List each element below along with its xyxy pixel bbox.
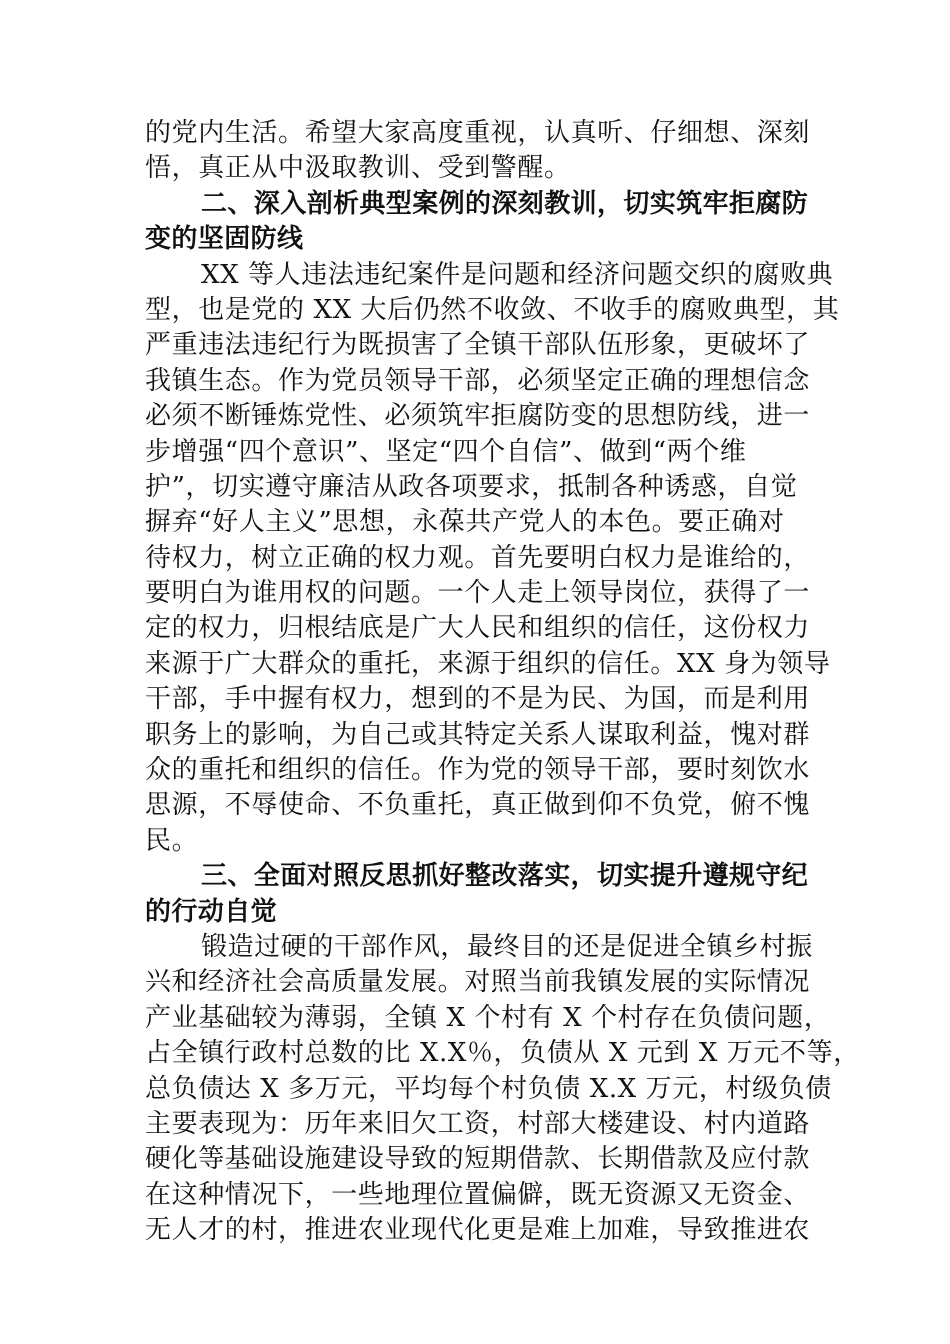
text-line: 待权力，树立正确的权力观。首先要明白权力是谁给的， (145, 542, 811, 573)
text-line: 必须不断锤炼党性、必须筑牢拒腐防变的思想防线，进一 (145, 401, 811, 432)
text-line: 锻造过硬的干部作风，最终目的还是促进全镇乡村振 (201, 931, 813, 962)
text-line: 硬化等基础设施建设导致的短期借款、长期借款及应付款 (145, 1144, 811, 1175)
text-line: 悟，真正从中汲取教训、受到警醒。 (145, 153, 571, 184)
text-line: 无人才的村，推进农业现代化更是难上加难，导致推进农 (145, 1215, 811, 1246)
text-line: 兴和经济社会高质量发展。对照当前我镇发展的实际情况 (145, 967, 811, 998)
text-line: 护”，切实遵守廉洁从政各项要求，抵制各种诱惑，自觉 (145, 471, 798, 502)
text-line: 干部，手中握有权力，想到的不是为民、为国，而是利用 (145, 684, 811, 715)
text-line: 产业基础较为薄弱，全镇 X 个村有 X 个村存在负债问题， (145, 1002, 831, 1033)
section-heading-line: 三、全面对照反思抓好整改落实，切实提升遵规守纪 (201, 861, 809, 892)
text-line: 总负债达 X 多万元，平均每个村负债 X.X 万元，村级负债 (145, 1073, 832, 1104)
text-line: 主要表现为：历年来旧欠工资，村部大楼建设、村内道路 (145, 1108, 811, 1139)
text-line: 步增强“四个意识”、坚定“四个自信”、做到“两个维 (145, 436, 747, 467)
text-line: 来源于广大群众的重托，来源于组织的信任。XX 身为领导 (145, 648, 831, 679)
text-line: 众的重托和组织的信任。作为党的领导干部，要时刻饮水 (145, 755, 811, 786)
text-line: 严重违法违纪行为既损害了全镇干部队伍形象，更破坏了 (145, 330, 811, 361)
text-line: 占全镇行政村总数的比 X.X％，负债从 X 元到 X 万元不等， (145, 1038, 860, 1069)
document-body (145, 116, 860, 1249)
text-line: 型，也是党的 XX 大后仍然不收敛、不收手的腐败典型，其 (145, 294, 840, 325)
text-line: 定的权力，归根结底是广大人民和组织的信任，这份权力 (145, 613, 811, 644)
section-heading-line: 二、深入剖析典型案例的深刻教训，切实筑牢拒腐防 (201, 188, 809, 219)
text-line: 思源，不辱使命、不负重托，真正做到仰不负党，俯不愧 (145, 790, 811, 821)
section-heading-line: 的行动自觉 (145, 896, 278, 927)
text-line: 职务上的影响，为自己或其特定关系人谋取利益，愧对群 (145, 719, 811, 750)
text-line: 要明白为谁用权的问题。一个人走上领导岗位，获得了一 (145, 578, 811, 609)
text-line: 我镇生态。作为党员领导干部，必须坚定正确的理想信念 (145, 365, 811, 396)
section-heading-line: 变的坚固防线 (145, 224, 304, 255)
text-line: 摒弃“好人主义”思想，永葆共产党人的本色。要正确对 (145, 507, 785, 538)
text-line: 在这种情况下，一些地理位置偏僻，既无资源又无资金、 (145, 1179, 811, 1210)
text-line: 的党内生活。希望大家高度重视，认真听、仔细想、深刻 (145, 118, 811, 148)
text-line: 民。 (145, 825, 199, 856)
text-line: XX 等人违法违纪案件是问题和经济问题交织的腐败典 (201, 259, 834, 290)
